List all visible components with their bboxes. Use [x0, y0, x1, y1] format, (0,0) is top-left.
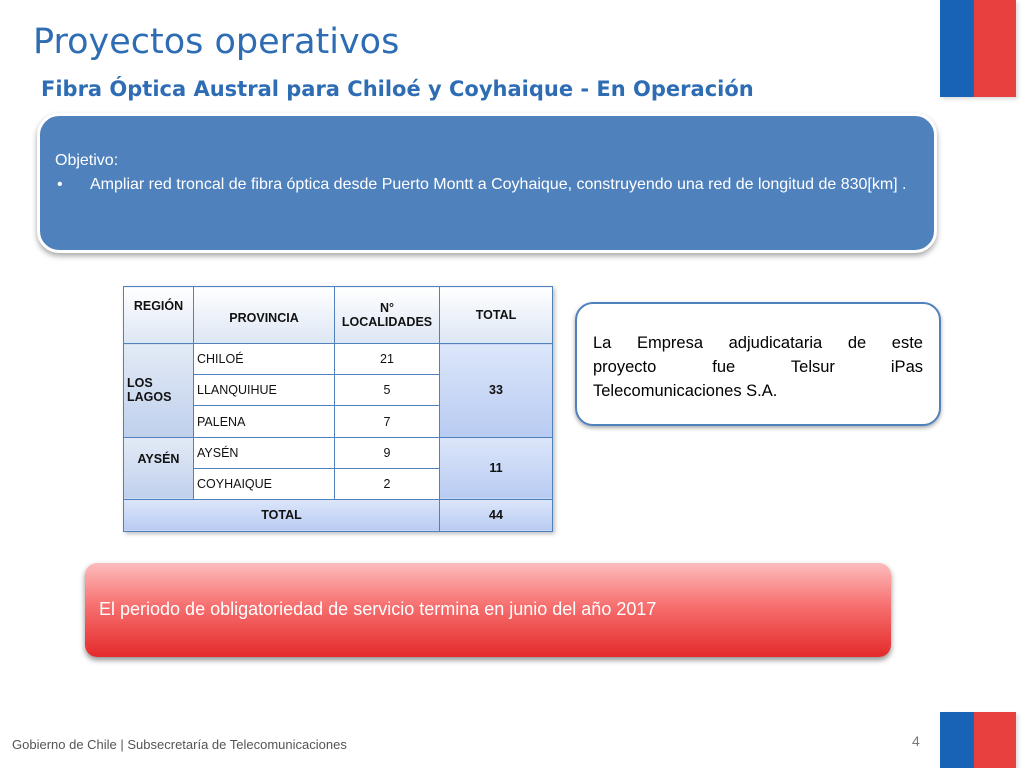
localidades-cell: 7 [335, 406, 440, 437]
region-total-cell: 33 [440, 344, 553, 437]
localities-table [123, 286, 553, 532]
table-row [124, 344, 553, 375]
company-text-line1: La Empresa adjudicataria de este [593, 334, 923, 352]
region-cell-los-lagos [124, 344, 194, 437]
header-localidades-line1: N° [379, 301, 395, 316]
company-box [575, 302, 941, 426]
objective-bullet [55, 173, 920, 197]
page-subtitle: Fibra Óptica Austral para Chiloé y Coyhaique - En Operación [41, 77, 754, 101]
region-cell-aysen: AYSÉN [124, 437, 194, 499]
header-provincia: PROVINCIA [194, 287, 335, 344]
notice-text: El periodo de obligatoriedad de servicio termina en junio del año 2017 [99, 599, 657, 619]
objective-heading: Objetivo: [55, 152, 119, 169]
objective-box [37, 113, 937, 253]
page-number: 4 [912, 733, 920, 749]
localidades-cell: 5 [335, 375, 440, 406]
footer-text: Gobierno de Chile | Subsecretaría de Telecomunicaciones [12, 737, 347, 752]
provincia-cell: PALENA [194, 406, 335, 437]
localidades-cell: 9 [335, 437, 440, 468]
table-total-row [124, 499, 553, 531]
header-localidades-line2: LOCALIDADES [341, 315, 433, 330]
bullet-icon: • [57, 176, 63, 193]
chile-flag-logo-top [940, 0, 1016, 97]
provincia-cell: COYHAIQUE [194, 468, 335, 499]
region-name-line1: LOS [127, 376, 153, 391]
localidades-cell: 21 [335, 344, 440, 375]
provincia-cell: AYSÉN [194, 437, 335, 468]
table-header-row [124, 287, 553, 344]
region-total-cell: 11 [440, 437, 553, 499]
objective-text: Ampliar red troncal de fibra óptica desde Puerto Montt a Coyhaique, construyendo una red de longitud de 830[km] . [90, 176, 907, 193]
provincia-cell: LLANQUIHUE [194, 375, 335, 406]
table-row [124, 437, 553, 468]
localidades-cell: 2 [335, 468, 440, 499]
header-region: REGIÓN [124, 287, 194, 344]
page-title: Proyectos operativos [33, 22, 400, 62]
header-total: TOTAL [440, 287, 553, 344]
region-name-line2: LAGOS [127, 390, 172, 405]
company-text-line2: proyecto fue Telsur iPas [593, 358, 923, 376]
header-localidades [335, 287, 440, 344]
provincia-cell: CHILOÉ [194, 344, 335, 375]
grand-total-label: TOTAL [124, 499, 440, 531]
company-text-line3: Telecomunicaciones S.A. [593, 382, 778, 400]
grand-total-value: 44 [440, 499, 553, 531]
chile-flag-logo-bottom [940, 712, 1016, 768]
notice-box [85, 563, 891, 657]
